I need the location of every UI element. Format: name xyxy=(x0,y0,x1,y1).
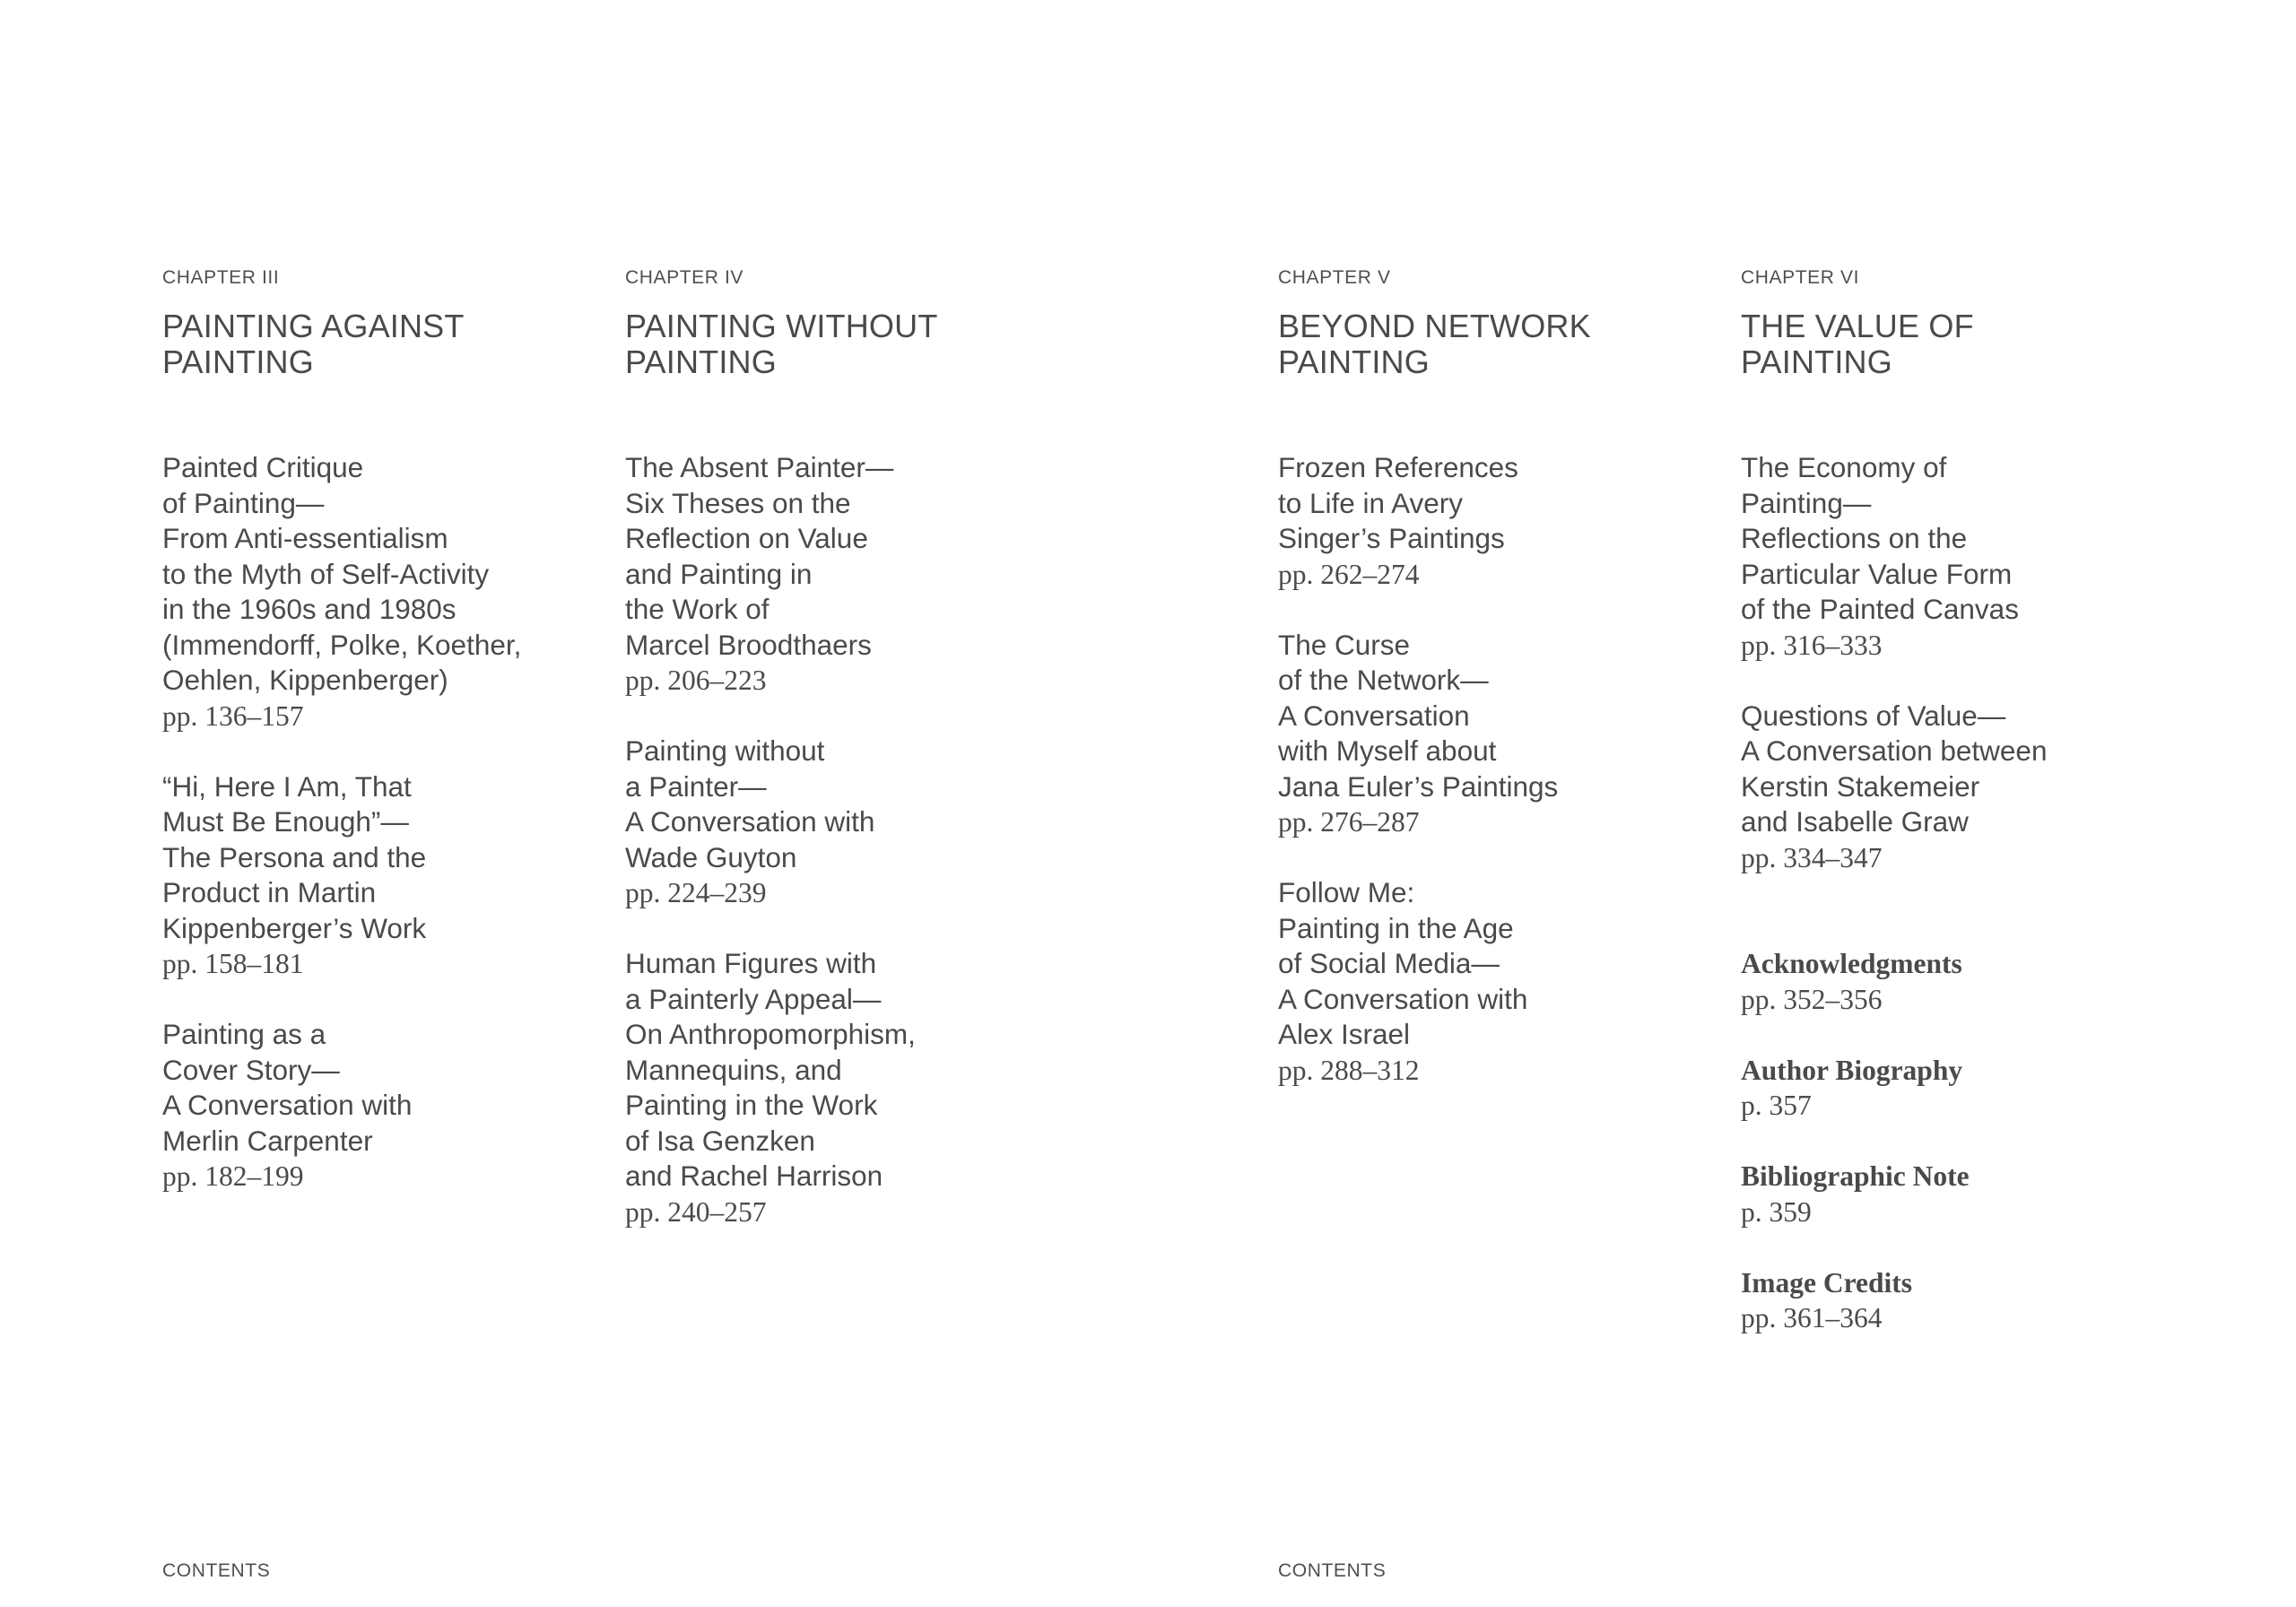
chapter-title-line: PAINTING AGAINST xyxy=(162,308,465,344)
chapter-column xyxy=(1278,265,1709,1124)
back-matter-entry[interactable] xyxy=(1741,946,2171,1017)
page-footer-right: CONTENTS xyxy=(1278,1560,1387,1581)
chapter-title xyxy=(625,308,1056,380)
essay-title-line: Oehlen, Kippenberger) xyxy=(162,664,448,696)
page-range: pp. 182–199 xyxy=(162,1160,304,1192)
chapter-label: CHAPTER IV xyxy=(625,267,744,288)
essay-title-line: Wade Guyton xyxy=(625,840,797,873)
page-range: pp. 206–223 xyxy=(625,665,767,696)
essay-title-line: and Painting in xyxy=(625,557,813,590)
back-matter-list xyxy=(1741,946,2171,1336)
chapter-title-line: PAINTING xyxy=(1741,343,1892,380)
chapter-title-line: BEYOND NETWORK xyxy=(1278,308,1591,344)
essay-entry[interactable] xyxy=(625,946,1056,1229)
essay-entry[interactable] xyxy=(1741,699,2171,876)
page-range: p. 359 xyxy=(1741,1195,1812,1228)
essay-title-line: On Anthropomorphism, xyxy=(625,1018,916,1050)
chapter-column xyxy=(1741,265,2171,1371)
chapter-column xyxy=(162,265,593,1229)
essay-title-line: Painting in the Age xyxy=(1278,911,1514,944)
chapter-label: CHAPTER VI xyxy=(1741,267,1860,288)
essay-entry[interactable] xyxy=(1741,450,2171,663)
essay-title-line: a Painterly Appeal— xyxy=(625,982,882,1015)
chapter-label: CHAPTER V xyxy=(1278,267,1391,288)
essay-title-line: Must Be Enough”— xyxy=(162,805,409,838)
essay-title-line: Painting without xyxy=(625,734,825,767)
page-range: p. 357 xyxy=(1741,1090,1812,1121)
essay-title-line: Singer’s Paintings xyxy=(1278,522,1505,554)
essay-title-line: Cover Story— xyxy=(162,1053,340,1086)
essay-title-line: Painting as a xyxy=(162,1018,326,1050)
essay-title-line: Follow Me: xyxy=(1278,876,1415,908)
page-range: pp. 240–257 xyxy=(625,1195,767,1228)
chapter-title-line: PAINTING xyxy=(1278,343,1430,380)
essay-title-line: of Isa Genzken xyxy=(625,1124,815,1157)
essay-title-line: Painting— xyxy=(1741,486,1872,519)
page-range: pp. 334–347 xyxy=(1741,841,1883,873)
essay-title-line: Marcel Broodthaers xyxy=(625,628,872,661)
essay-title-line: A Conversation with xyxy=(162,1089,413,1121)
essay-title-line: A Conversation with xyxy=(1278,982,1528,1015)
essay-entry[interactable] xyxy=(625,450,1056,699)
essay-title-line: The Economy of xyxy=(1741,451,1947,483)
essay-title-line: Particular Value Form xyxy=(1741,557,2013,590)
essay-title-line: of the Network— xyxy=(1278,664,1489,696)
chapter-title xyxy=(162,308,593,380)
essay-title-line: A Conversation between xyxy=(1741,734,2048,767)
essay-title-line: The Absent Painter— xyxy=(625,451,894,483)
chapter-title-line: THE VALUE OF xyxy=(1741,308,1974,344)
page-range: pp. 288–312 xyxy=(1278,1054,1420,1086)
essay-title-line: of the Painted Canvas xyxy=(1741,593,2019,625)
essay-title-line: a Painter— xyxy=(625,769,767,803)
essay-title-line: of Painting— xyxy=(162,486,325,519)
essay-title-line: Alex Israel xyxy=(1278,1018,1411,1050)
back-matter-entry[interactable] xyxy=(1741,1053,2171,1124)
essay-title-line: (Immendorff, Polke, Koether, xyxy=(162,628,522,661)
essay-title-line: Questions of Value— xyxy=(1741,699,2006,732)
page-range: pp. 136–157 xyxy=(162,699,304,732)
chapter-title xyxy=(1741,308,2171,380)
essay-title-line: From Anti-essentialism xyxy=(162,522,448,554)
page-range: pp. 352–356 xyxy=(1741,983,1883,1015)
chapter-title-line: PAINTING xyxy=(625,343,777,380)
essay-title-line: and Rachel Harrison xyxy=(625,1160,883,1192)
essay-title-line: Painting in the Work xyxy=(625,1089,878,1121)
chapter-title-line: PAINTING WITHOUT xyxy=(625,308,938,344)
essay-entry[interactable] xyxy=(625,734,1056,911)
essay-title-line: Reflections on the xyxy=(1741,522,1968,554)
essay-title-line: Merlin Carpenter xyxy=(162,1124,373,1157)
back-matter-title: Author Biography xyxy=(1741,1054,1963,1086)
essay-title-line: to Life in Avery xyxy=(1278,486,1464,519)
back-matter-title: Bibliographic Note xyxy=(1741,1160,1970,1192)
page-range: pp. 276–287 xyxy=(1278,806,1420,838)
essay-title-line: Human Figures with xyxy=(625,947,877,979)
page-range: pp. 262–274 xyxy=(1278,558,1420,590)
essay-title-line: Painted Critique xyxy=(162,451,364,483)
essay-title-line: of Social Media— xyxy=(1278,947,1500,979)
page-range: pp. 361–364 xyxy=(1741,1302,1883,1333)
chapter-column xyxy=(625,265,1056,1265)
essay-title-line: The Persona and the xyxy=(162,840,427,873)
essay-title-line: in the 1960s and 1980s xyxy=(162,593,457,625)
essay-title-line: to the Myth of Self-Activity xyxy=(162,557,490,590)
essay-entry[interactable] xyxy=(1278,875,1709,1088)
essay-list xyxy=(1741,450,2171,875)
back-matter-entry[interactable] xyxy=(1741,1159,2171,1229)
essay-list xyxy=(162,450,593,1194)
essay-title-line: Kippenberger’s Work xyxy=(162,911,427,944)
essay-title-line: Reflection on Value xyxy=(625,522,868,554)
essay-title-line: Jana Euler’s Paintings xyxy=(1278,769,1559,803)
essay-title-line: with Myself about xyxy=(1278,734,1497,767)
back-matter-title: Image Credits xyxy=(1741,1266,1913,1299)
essay-entry[interactable] xyxy=(1278,450,1709,592)
essay-list xyxy=(1278,450,1709,1088)
essay-entry[interactable] xyxy=(162,450,593,734)
essay-entry[interactable] xyxy=(162,769,593,982)
essay-title-line: and Isabelle Graw xyxy=(1741,805,1969,838)
essay-title-line: A Conversation with xyxy=(625,805,875,838)
essay-entry[interactable] xyxy=(1278,628,1709,840)
essay-title-line: Product in Martin xyxy=(162,876,377,908)
essay-title-line: “Hi, Here I Am, That xyxy=(162,769,412,803)
page-range: pp. 224–239 xyxy=(625,877,767,908)
chapter-title xyxy=(1278,308,1709,380)
essay-title-line: Kerstin Stakemeier xyxy=(1741,769,1980,803)
essay-list xyxy=(625,450,1056,1229)
page-footer-left: CONTENTS xyxy=(162,1560,271,1581)
essay-title-line: A Conversation xyxy=(1278,699,1470,732)
back-matter-entry[interactable] xyxy=(1741,1265,2171,1336)
chapter-title-line: PAINTING xyxy=(162,343,314,380)
essay-title-line: Six Theses on the xyxy=(625,486,851,519)
page-range: pp. 316–333 xyxy=(1741,629,1883,661)
essay-title-line: the Work of xyxy=(625,593,770,625)
back-matter-title: Acknowledgments xyxy=(1741,948,1962,979)
essay-title-line: Mannequins, and xyxy=(625,1053,842,1086)
essay-title-line: The Curse xyxy=(1278,628,1411,661)
essay-entry[interactable] xyxy=(162,1017,593,1194)
essay-title-line: Frozen References xyxy=(1278,451,1518,483)
chapter-label: CHAPTER III xyxy=(162,267,280,288)
right-page xyxy=(1148,0,2296,1607)
page-range: pp. 158–181 xyxy=(162,948,304,979)
